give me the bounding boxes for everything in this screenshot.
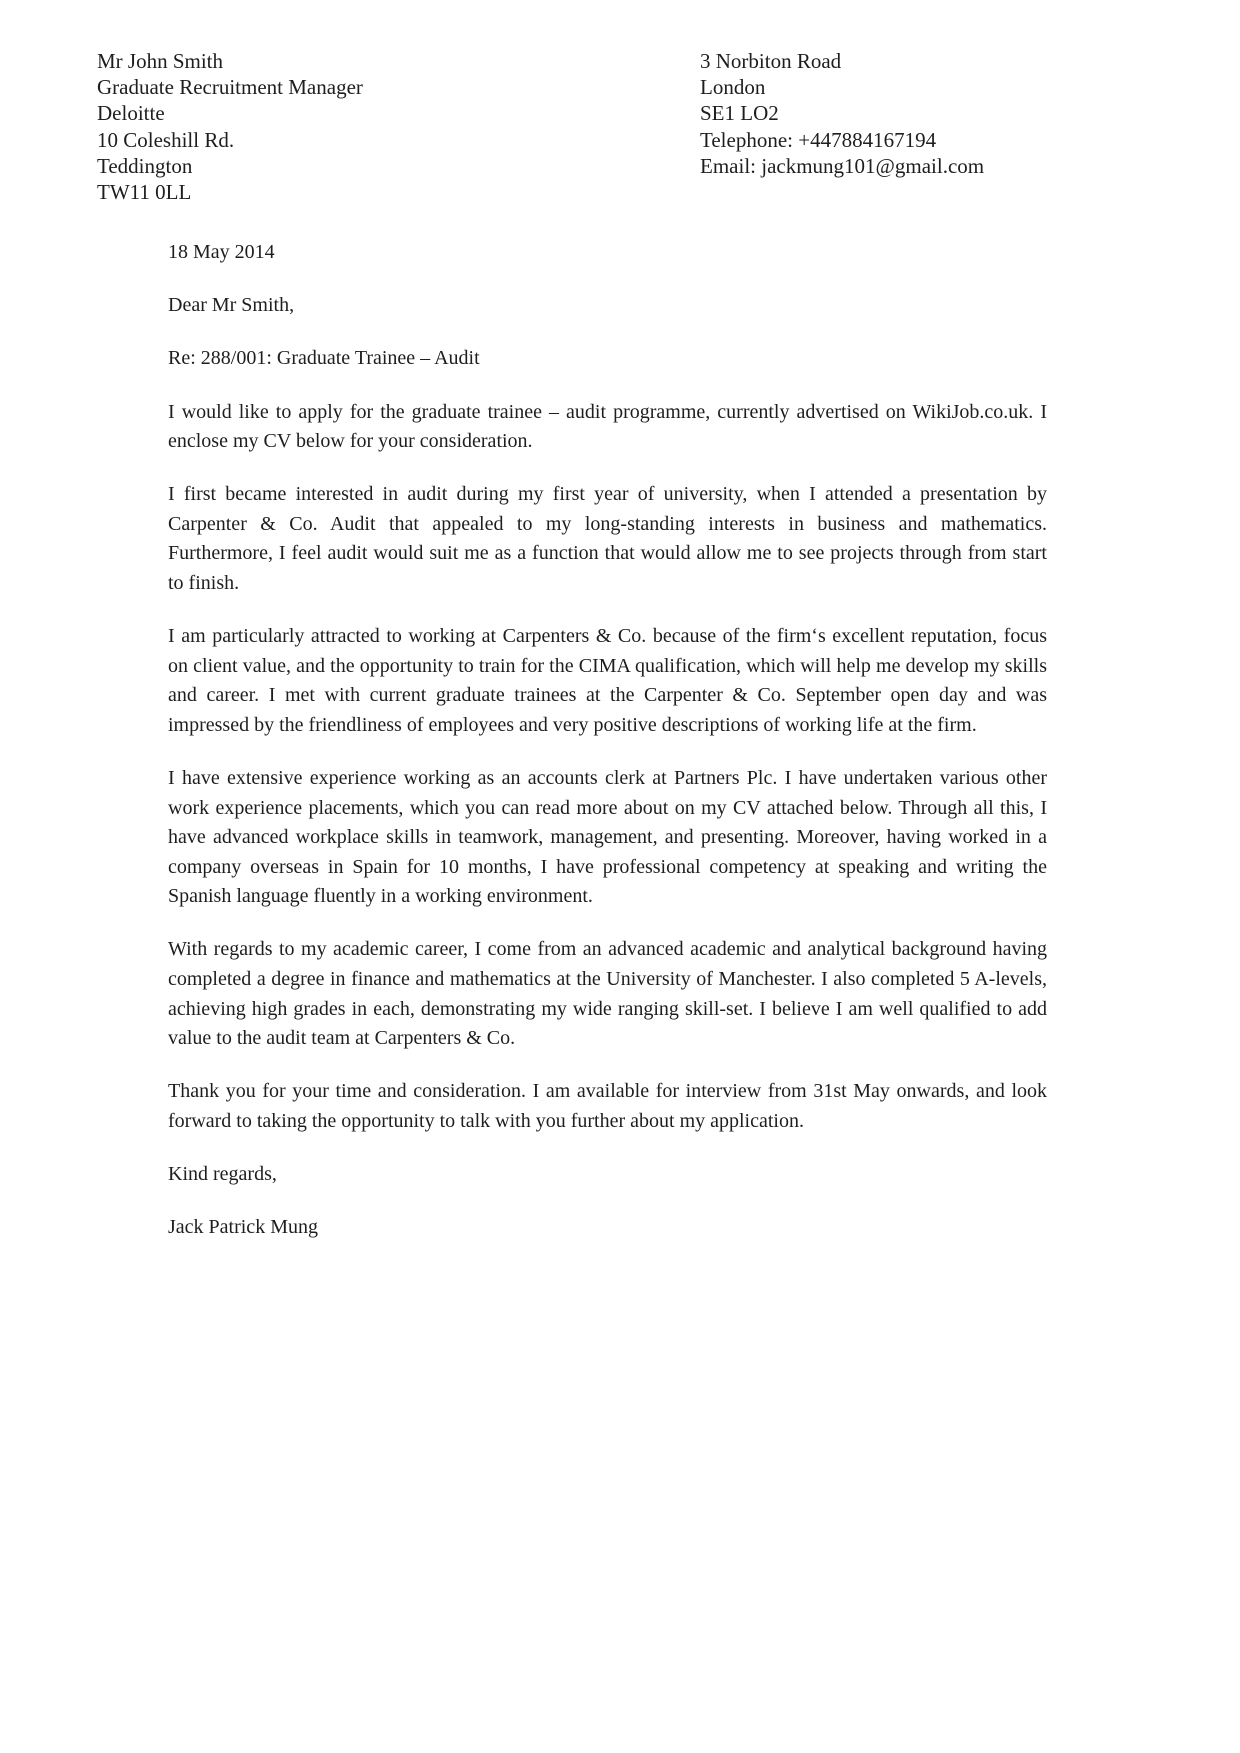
recipient-address [97, 48, 700, 205]
sender-street: 3 Norbiton Road [700, 49, 842, 73]
body-paragraph: With regards to my academic career, I come from an advanced academic and analytical background having completed a degree in finance and mathematics at the University of Manchester. I also completed 5 A-levels, achieving high grades in each, demonstrating my wide ranging skill-set. I believe I am well qualified to add value to the audit team at Carpenters & Co. [168, 938, 1047, 1050]
sender-address [700, 48, 984, 205]
body-paragraph: I have extensive experience working as an accounts clerk at Partners Plc. I have undertaken various other work experience placements, which you can read more about on my CV attached below. Through all this, I have advanced workplace skills in teamwork, management, and presenting. Moreover, having worked in a company overseas in Spain for 10 months, I have professional competency at speaking and writing the Spanish language fluently in a working environment. [168, 766, 1047, 908]
subject-line: Re: 288/001: Graduate Trainee – Audit [168, 347, 480, 370]
body-paragraph: I would like to apply for the graduate trainee – audit programme, currently advertised on WikiJob.co.uk. I enclose my CV below for your consideration. [168, 400, 1047, 453]
body-paragraph: Thank you for your time and consideration. I am available for interview from 31st May onwards, and look forward to taking the opportunity to talk with you further about my application. [168, 1080, 1047, 1132]
recipient-street: 10 Coleshill Rd. [97, 127, 235, 152]
letterhead [0, 0, 1240, 205]
body-paragraph: I first became interested in audit during my first year of university, when I attended a presentation by Carpenter & Co. Audit that appealed to my long-standing interests in business and mathematics. Furthermore, I feel audit would suit me as a function that would allow me to see projects through from start to finish. [168, 483, 1047, 594]
recipient-postcode: TW11 0LL [97, 180, 192, 205]
signature-name: Jack Patrick Mung [168, 1216, 318, 1239]
sender-email: Email: jackmung101@gmail.com [700, 153, 985, 178]
recipient-city: Teddington [97, 153, 193, 178]
letter-body [168, 238, 1047, 1242]
recipient-title: Graduate Recruitment Manager [97, 75, 363, 100]
sender-city: London [700, 75, 766, 100]
recipient-company: Deloitte [97, 101, 165, 126]
letter-date: 18 May 2014 [168, 241, 275, 264]
body-paragraph: I am particularly attracted to working at Carpenters & Co. because of the firm‘s excellent reputation, focus on client value, and the opportunity to train for the CIMA qualification, which will help me develop my skills and career. I met with current graduate trainees at the Carpenter & Co. September open day and was impressed by the friendliness of employees and very positive descriptions of working life at the firm. [168, 625, 1047, 736]
closing: Kind regards, [168, 1162, 277, 1185]
recipient-name: Mr John Smith [97, 49, 224, 73]
salutation: Dear Mr Smith, [168, 294, 295, 317]
sender-telephone: Telephone: +447884167194 [700, 127, 937, 152]
sender-postcode: SE1 LO2 [700, 101, 779, 126]
